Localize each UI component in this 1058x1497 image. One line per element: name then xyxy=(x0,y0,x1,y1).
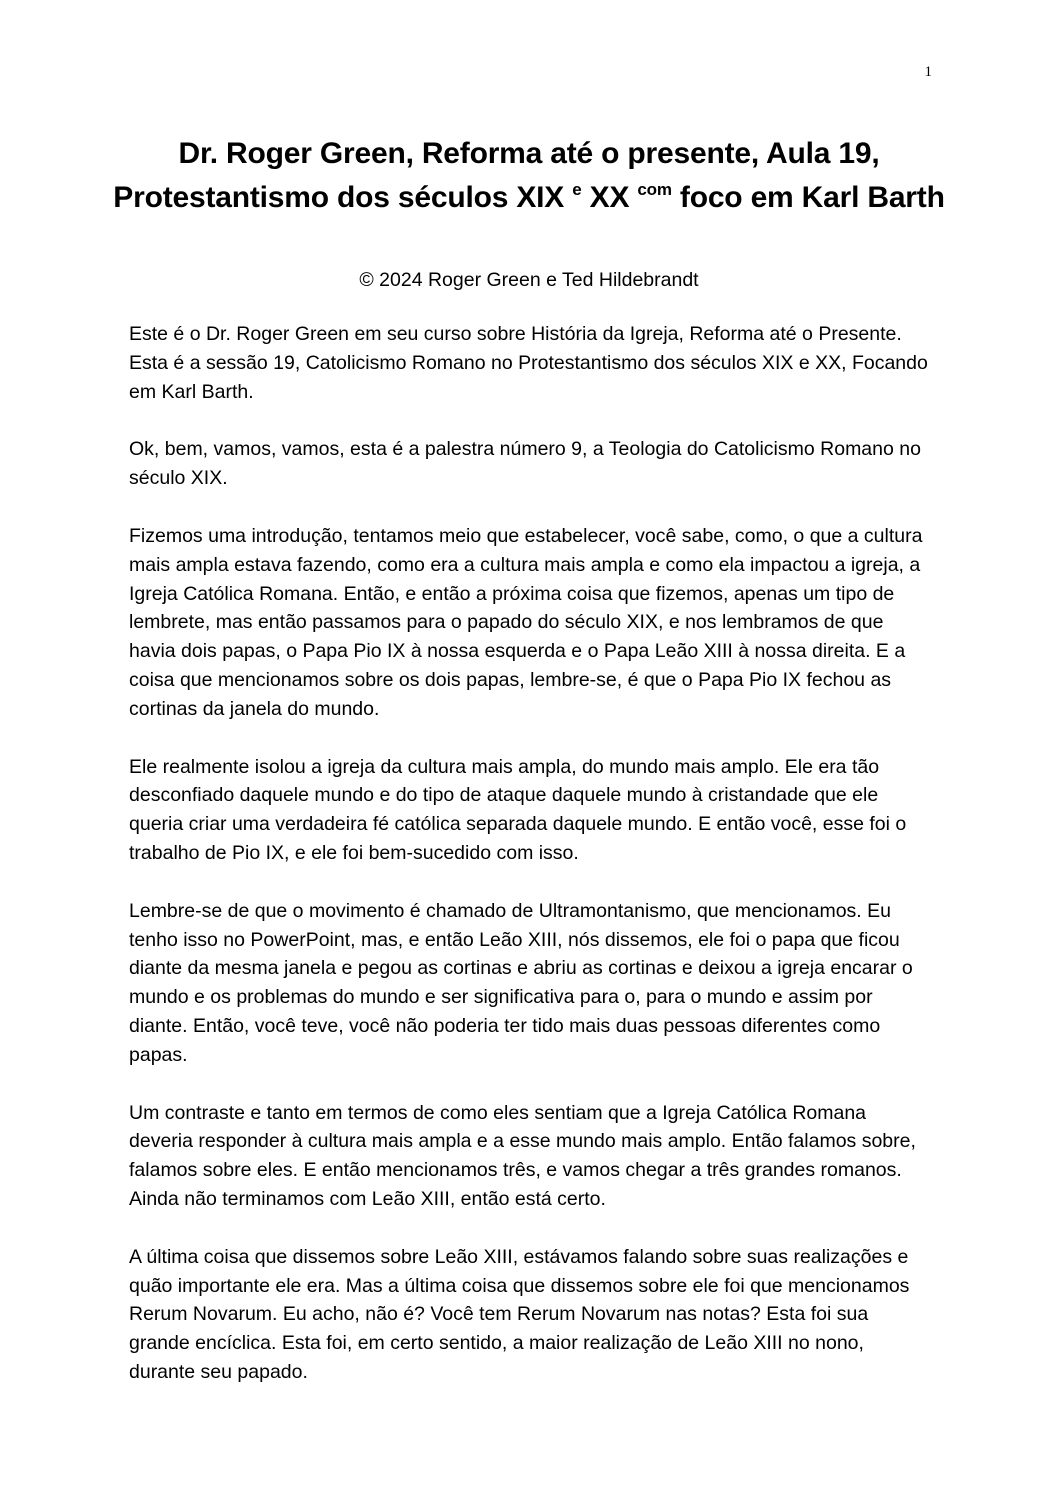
paragraph: Este é o Dr. Roger Green em seu curso sobre História da Igreja, Reforma até o Presente. Esta é a sessão 19, Catolicismo Romano no Protestantismo dos séculos XIX e XX, Focando em Karl Barth. xyxy=(129,323,928,403)
document-body xyxy=(129,320,934,1416)
paragraph: Ok, bem, vamos, vamos, esta é a palestra número 9, a Teologia do Catolicismo Romano no século XIX. xyxy=(129,438,921,490)
page-number: 1 xyxy=(924,64,932,80)
copyright-line: © 2024 Roger Green e Ted Hildebrandt xyxy=(359,269,699,291)
title-part-2: XX xyxy=(589,181,630,214)
paragraph: Um contraste e tanto em termos de como eles sentiam que a Igreja Católica Romana deveria responder à cultura mais ampla e a esse mundo mais amplo. Então falamos sobre, falamos sobre eles. E então mencionamos três, e vamos chegar a três grandes romanos. Ainda não terminamos com Leão XIII, então está certo. xyxy=(129,1101,916,1210)
title-superscript-1: e xyxy=(572,180,582,199)
paragraph: A última coisa que dissemos sobre Leão XIII, estávamos falando sobre suas realizações e quão importante ele era. Mas a última coisa que dissemos sobre ele foi que mencionamos Rerum Novarum. Eu acho, não é? Você tem Rerum Novarum nas notas? Esta foi sua grande encíclica. Esta foi, em certo sentido, a maior realização de Leão XIII no nono, durante seu papado. xyxy=(129,1245,910,1383)
paragraph: Ele realmente isolou a igreja da cultura mais ampla, do mundo mais amplo. Ele era tão desconfiado daquele mundo e do tipo de ataque daquele mundo à cristandade que ele queria criar uma verdadeira fé católica separada daquele mundo. E então você, esse foi o trabalho de Pio IX, e ele foi bem-sucedido com isso. xyxy=(129,755,907,864)
title-part-1: Dr. Roger Green, Reforma até o presente, Aula 19, Protestantismo dos séculos XIX xyxy=(113,137,880,214)
title-part-3: foco em Karl Barth xyxy=(679,181,945,214)
paragraph: Lembre-se de que o movimento é chamado de Ultramontanismo, que mencionamos. Eu tenho isso no PowerPoint, mas, e então Leão XIII, nós dissemos, ele foi o papa que ficou diante da mesma janela e pegou as cortinas e abriu as cortinas e deixou a igreja encarar o mundo e os problemas do mundo e ser significativa para o, para o mundo e assim por diante. Então, você teve, você não poderia ter tido mais duas pessoas diferentes como papas. xyxy=(129,899,913,1066)
title-superscript-2: com xyxy=(637,180,672,199)
paragraph: Fizemos uma introdução, tentamos meio que estabelecer, você sabe, como, o que a cultura mais ampla estava fazendo, como era a cultura mais ampla e como ela impactou a igreja, a Igreja Católica Romana. Então, e então a próxima coisa que fizemos, apenas um tipo de lembrete, mas então passamos para o papado do século XIX, e nos lembramos de que havia dois papas, o Papa Pio IX à nossa esquerda e o Papa Leão XIII à nossa direita. E a coisa que mencionamos sobre os dois papas, lembre-se, é que o Papa Pio IX fechou as cortinas da janela do mundo. xyxy=(129,524,923,720)
document-title xyxy=(100,132,958,220)
